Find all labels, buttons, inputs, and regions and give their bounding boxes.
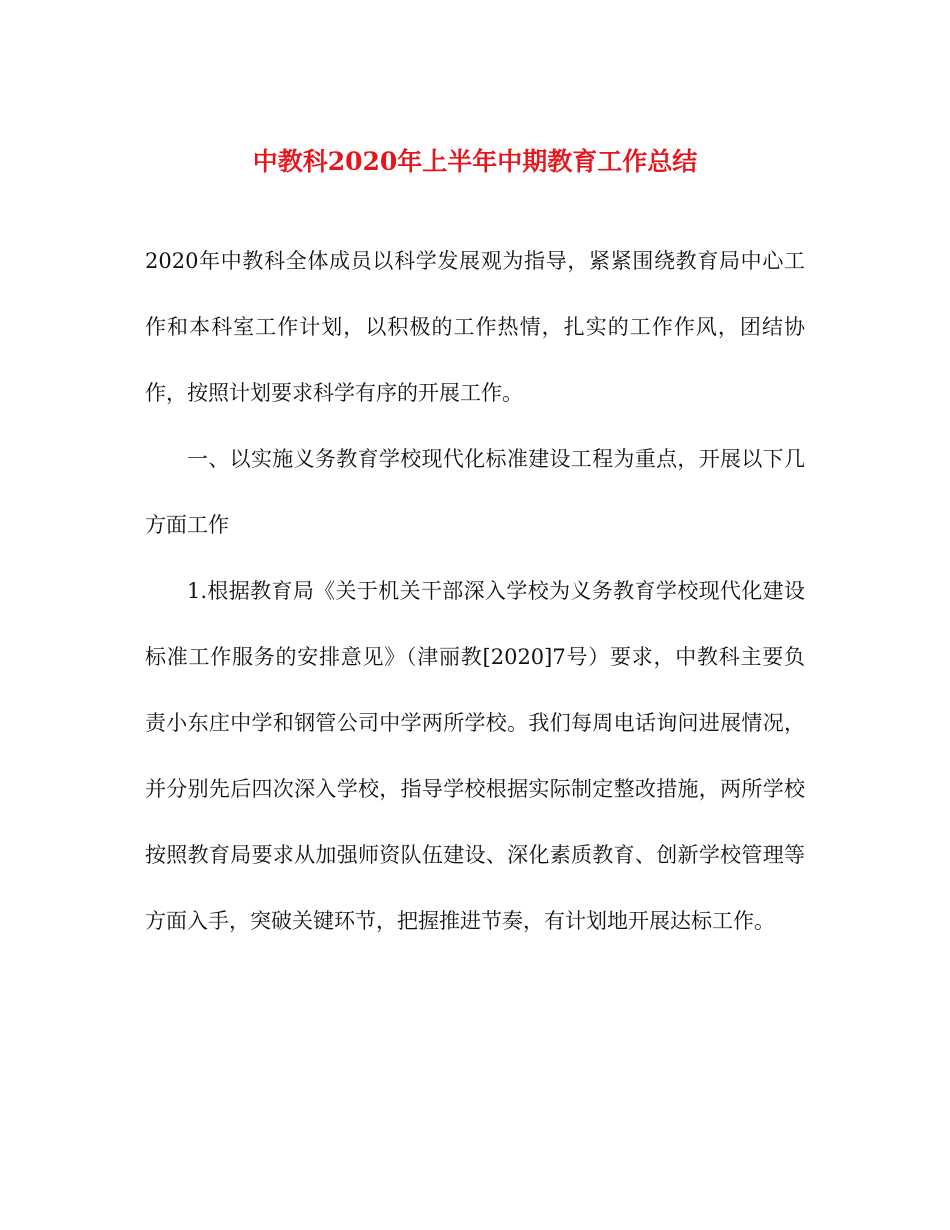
paragraph-item-1: 1.根据教育局《关于机关干部深入学校为义务教育学校现代化建设标准工作服务的安排意见》（津丽教[2020]7号）要求，中教科主要负责小东庄中学和钢管公司中学两所学校。我们每周电话询问进展情况，并分别先后四次深入学校，指导学校根据实际制定整改措施，两所学校按照教育局要求从加强师资队伍建设、深化素质教育、创新学校管理等方面入手，突破关键环节，把握推进节奏，有计划地开展达标工作。: [145, 579, 805, 933]
paragraph-section-heading: 一、以实施义务教育学校现代化标准建设工程为重点，开展以下几方面工作: [145, 447, 805, 537]
paragraph-intro: 2020年中教科全体成员以科学发展观为指导，紧紧围绕教育局中心工作和本科室工作计划，以积极的工作热情，扎实的工作作风，团结协作，按照计划要求科学有序的开展工作。: [145, 249, 805, 405]
document-body: [145, 228, 805, 954]
document-title: 中教科2020年上半年中期教育工作总结: [252, 147, 698, 176]
